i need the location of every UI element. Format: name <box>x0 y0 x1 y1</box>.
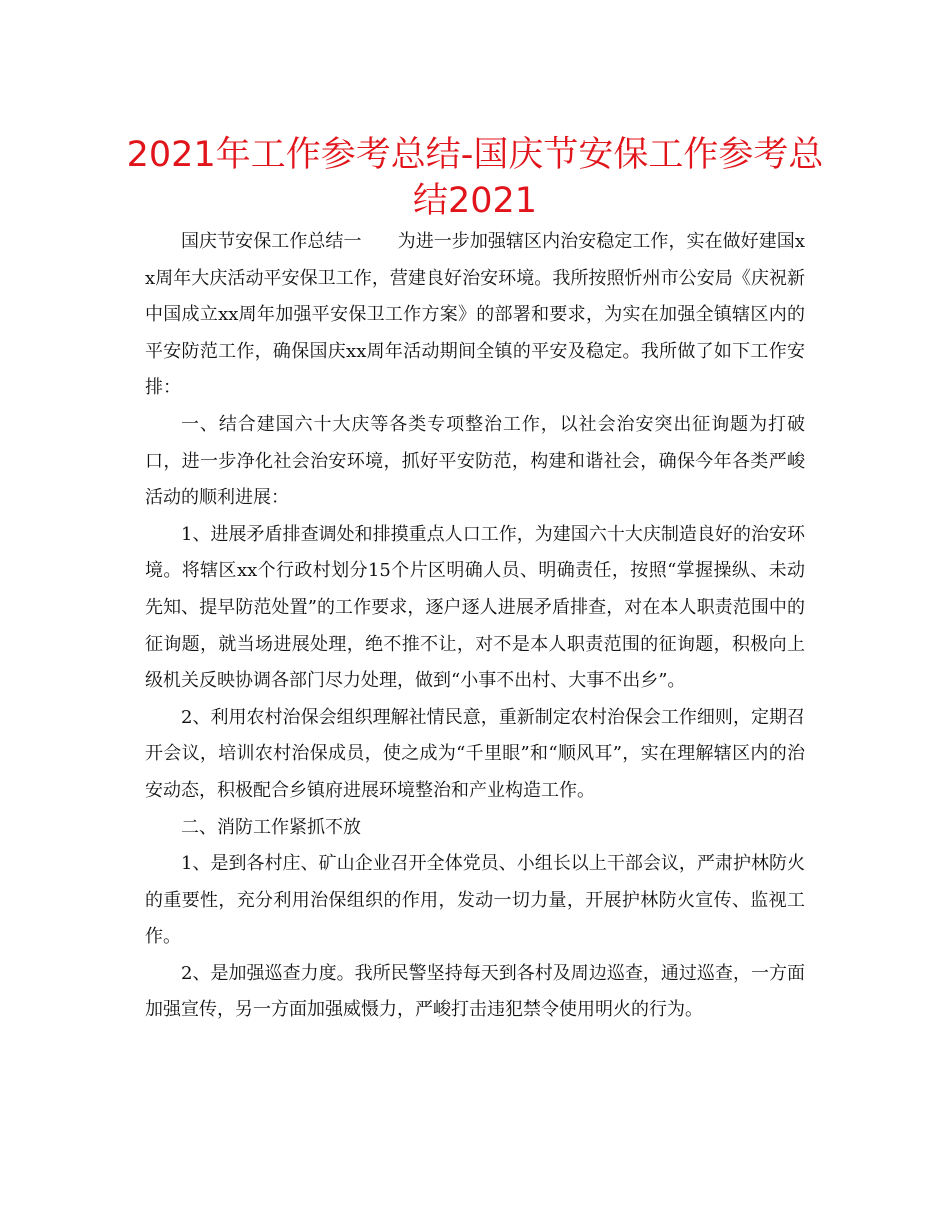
section-2-heading: 二、消防工作紧抓不放 <box>181 816 361 838</box>
document-body <box>145 224 805 1029</box>
document-title: 2021年工作参考总结-国庆节安保工作参考总结2021 <box>126 135 824 221</box>
intro-paragraph: 国庆节安保工作总结一 为进一步加强辖区内治安稳定工作，实在做好建国xx周年大庆活动平安保卫工作，营建良好治安环境。我所按照忻州市公安局《庆祝新中国成立xx周年加强平安保卫工作方案》的部署和要求，为实在加强全镇辖区内的平安防范工作，确保国庆xx周年活动期间全镇的平安及稳定。我所做了如下工作安排： <box>145 231 805 399</box>
fire-item-2-paragraph: 2、是加强巡查力度。我所民警坚持每天到各村及周边巡查，通过巡查，一方面加强宣传，另一方面加强威慑力，严峻打击违犯禁令使用明火的行为。 <box>145 962 805 1021</box>
item-2-paragraph: 2、利用农村治保会组织理解社情民意，重新制定农村治保会工作细则，定期召开会议，培训农村治保成员，使之成为“千里眼”和“顺风耳”，实在理解辖区内的治安动态，积极配合乡镇府进展环境整治和产业构造工作。 <box>145 706 805 801</box>
section-1-heading-paragraph: 一、结合建国六十大庆等各类专项整治工作，以社会治安突出征询题为打破口，进一步净化社会治安环境，抓好平安防范，构建和谐社会，确保今年各类严峻活动的顺利进展： <box>145 413 805 509</box>
fire-item-1-paragraph: 1、是到各村庄、矿山企业召开全体党员、小组长以上干部会议，严肃护林防火的重要性，充分利用治保组织的作用，发动一切力量，开展护林防火宣传、监视工作。 <box>145 853 805 948</box>
item-1-paragraph: 1、进展矛盾排查调处和排摸重点人口工作，为建国六十大庆制造良好的治安环境。将辖区xx个行政村划分15个片区明确人员、明确责任，按照“掌握操纵、未动先知、提早防范处置”的工作要求，逐户逐人进展矛盾排查，对在本人职责范围中的征询题，就当场进展处理，绝不推不让，对不是本人职责范围的征询题，积极向上级机关反映协调各部门尽力处理，做到“小事不出村、大事不出乡”。 <box>145 523 805 692</box>
